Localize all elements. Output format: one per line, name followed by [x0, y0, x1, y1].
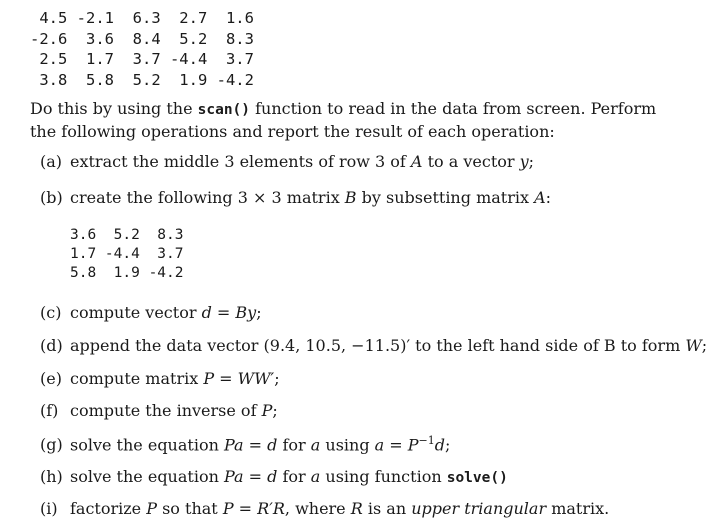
task-item-e: (e) compute matrix P = WW′;: [40, 369, 280, 388]
scan-function-code: scan(): [197, 102, 251, 118]
task-item-a: (a) extract the middle 3 elements of row 3 of A to a vector y;: [40, 152, 535, 171]
task-item-f: (f) compute the inverse of P;: [40, 401, 278, 420]
instructions-paragraph: [30, 98, 685, 142]
task-item-b: (b) create the following 3 × 3 matrix B by subsetting matrix A:: [40, 188, 552, 207]
item-label: (f): [40, 401, 59, 420]
task-item-c: (c) compute vector d = By;: [40, 303, 262, 322]
matrix-b-row: 3.6 5.2 8.3: [70, 227, 184, 243]
task-item-g: (g) solve the equation Pa = d for a using $a = P^{-1}d$;: [40, 434, 451, 455]
item-label: (i): [40, 499, 58, 518]
item-label: (e): [40, 369, 62, 388]
item-label: (h): [40, 467, 63, 486]
matrix-a-row: 3.8 5.8 5.2 1.9 -4.2: [30, 70, 254, 89]
intro-text-end: function to read in the data from screen. Perform the following operations and report the result of each operation:: [30, 99, 657, 141]
matrix-a: [30, 8, 254, 90]
matrix-b: [70, 226, 184, 283]
intro-text: Do this by using the: [30, 99, 198, 118]
matrix-a-row: 4.5 -2.1 6.3 2.7 1.6: [30, 9, 254, 27]
task-item-h: (h) solve the equation Pa = d for a using function solve(): [40, 467, 508, 486]
item-label: (c): [40, 303, 62, 322]
item-label: (d): [40, 336, 63, 355]
item-label: (a): [40, 152, 63, 171]
task-item-d: (d) append the data vector (9.4, 10.5, −11.5)′ to the left hand side of B to form W;: [40, 336, 707, 355]
solve-function-code: solve(): [446, 470, 508, 486]
item-label: (g): [40, 435, 63, 455]
matrix-a-row: 2.5 1.7 3.7 -4.4 3.7: [30, 50, 254, 68]
item-label: (b): [40, 188, 63, 207]
matrix-a-row: -2.6 3.6 8.4 5.2 8.3: [30, 29, 254, 48]
matrix-b-row: 1.7 -4.4 3.7: [70, 246, 184, 262]
task-item-i: (i) factorize P so that P = R′R, where R is an upper triangular matrix.: [40, 499, 610, 518]
matrix-b-row: 5.8 1.9 -4.2: [70, 265, 184, 281]
